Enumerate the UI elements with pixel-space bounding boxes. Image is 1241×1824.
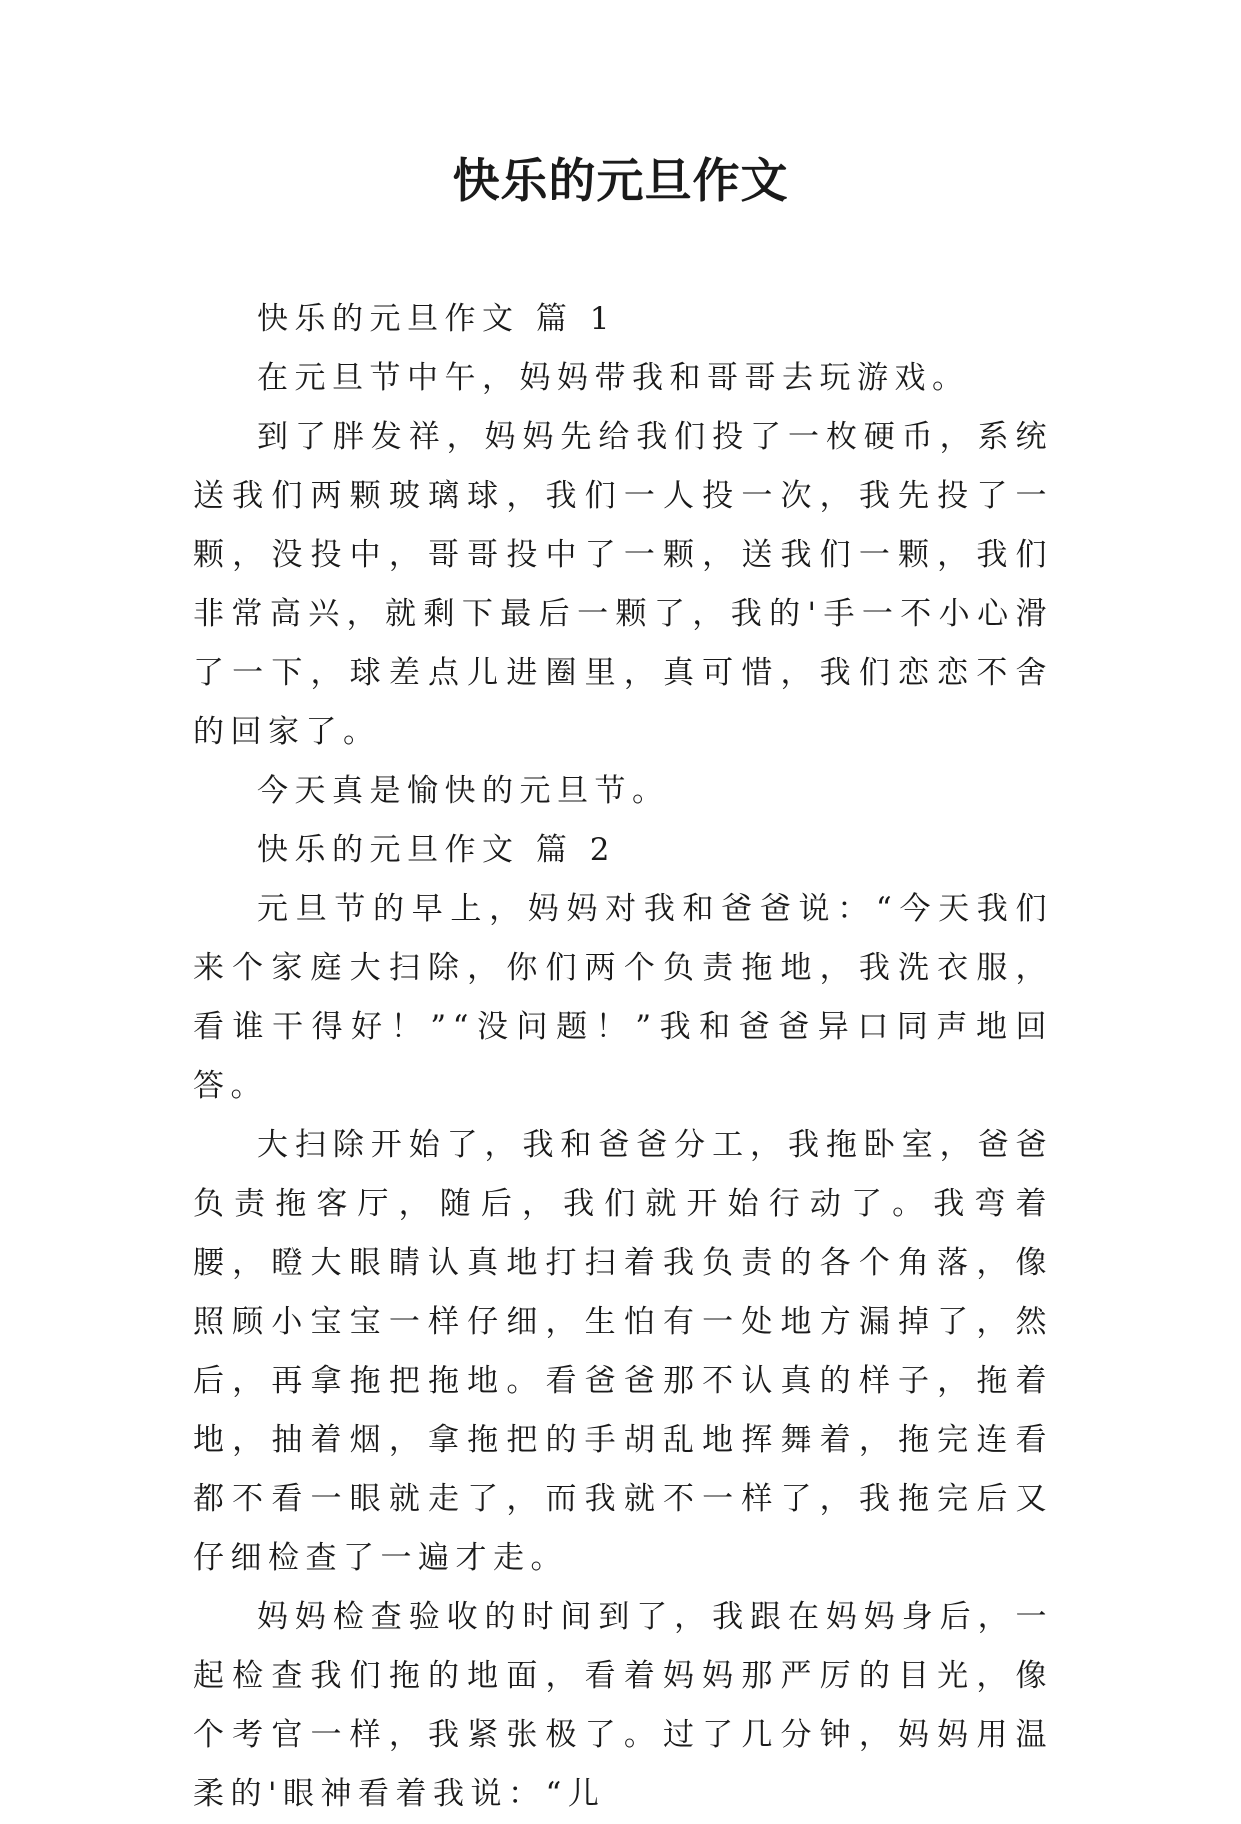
paragraph: 大扫除开始了，我和爸爸分工，我拖卧室，爸爸负责拖客厅，随后，我们就开始行动了。我弯着腰，瞪大眼睛认真地打扫着我负责的各个角落，像照顾小宝宝一样仔细，生怕有一处地方漏掉了，然后，再拿拖把拖地。看爸爸那不认真的样子，拖着地，抽着烟，拿拖把的手胡乱地挥舞着，拖完连看都不看一眼就走了，而我就不一样了，我拖完后又仔细检查了一遍才走。 <box>193 1127 1053 1576</box>
paragraph: 到了胖发祥，妈妈先给我们投了一枚硬币，系统送我们两颗玻璃球，我们一人投一次，我先投了一颗，没投中，哥哥投中了一颗，送我们一颗，我们非常高兴，就剩下最后一颗了，我的'手一不小心滑了一下，球差点儿进圈里，真可惜，我们恋恋不舍的回家了。 <box>193 419 1053 750</box>
paragraph: 妈妈检查验收的时间到了，我跟在妈妈身后，一起检查我们拖的地面，看着妈妈那严厉的目光，像个考官一样，我紧张极了。过了几分钟，妈妈用温柔的'眼神看着我说：“儿 <box>193 1599 1053 1812</box>
paragraph: 在元旦节中午，妈妈带我和哥哥去玩游戏。 <box>257 360 970 396</box>
document-title: 快乐的元旦作文 <box>452 154 789 209</box>
section-heading-1: 快乐的元旦作文 篇 1 <box>257 301 616 337</box>
paragraph: 元旦节的早上，妈妈对我和爸爸说：“今天我们来个家庭大扫除，你们两个负责拖地，我洗衣服，看谁干得好！”“没问题！”我和爸爸异口同声地回答。 <box>193 891 1053 1104</box>
document-body <box>193 290 1053 1824</box>
section-heading-2: 快乐的元旦作文 篇 2 <box>257 832 616 868</box>
paragraph: 今天真是愉快的元旦节。 <box>257 773 670 809</box>
